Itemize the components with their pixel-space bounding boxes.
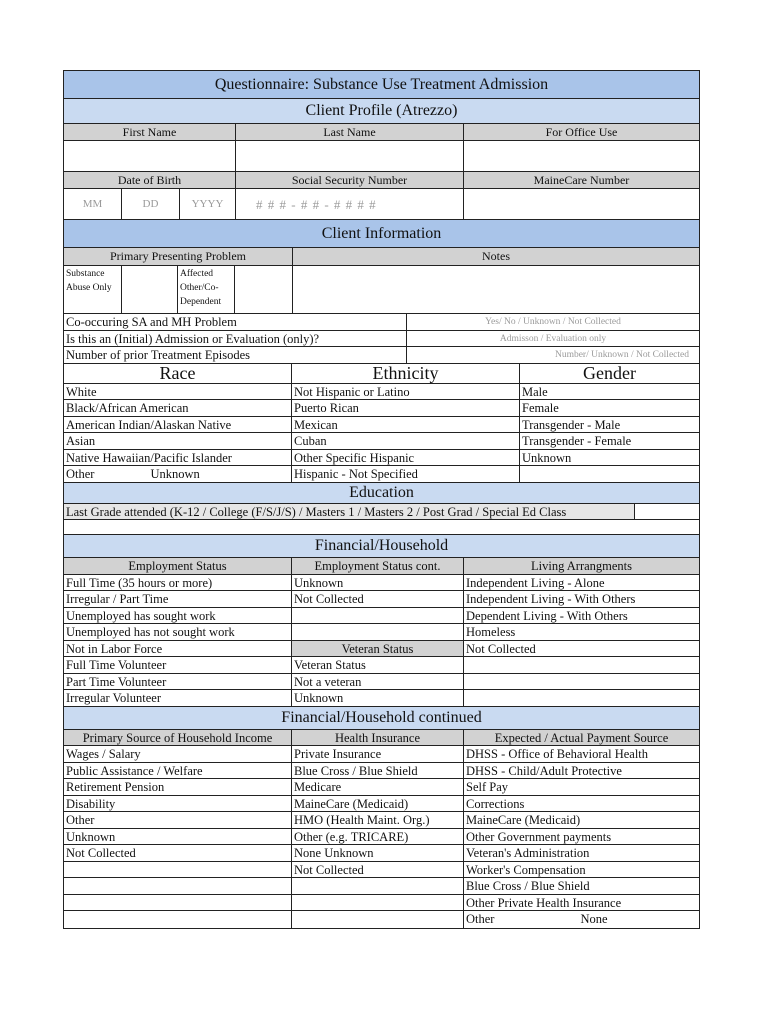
employment-cont-option[interactable]: Not Collected [292,591,464,608]
financial-table [64,558,699,707]
income-option[interactable]: Unknown [64,829,292,846]
co-occurring-answer[interactable]: Yes/ No / Unknown / Not Collected [485,317,621,327]
race-option[interactable]: Asian [64,433,292,450]
office-use-field[interactable] [464,141,699,171]
insurance-option[interactable]: Not Collected [292,862,464,879]
living-option[interactable]: Independent Living - With Others [464,591,699,608]
first-name-field[interactable] [64,141,236,171]
form-title: Questionnaire: Substance Use Treatment Admission [64,71,699,99]
payment-source-header: Expected / Actual Payment Source [464,730,699,747]
dob-month-field[interactable]: MM [64,189,122,219]
client-profile-heading: Client Profile (Atrezzo) [64,99,699,124]
insurance-option [292,911,464,928]
employment-option[interactable]: Irregular / Part Time [64,591,292,608]
income-option [64,862,292,879]
employment-status-cont-header: Employment Status cont. [292,558,464,575]
affected-other-box[interactable] [235,266,293,313]
health-insurance-header: Health Insurance [292,730,464,747]
veteran-option[interactable]: Not a veteran [292,674,464,691]
insurance-option[interactable]: HMO (Health Maint. Org.) [292,812,464,829]
first-name-label: First Name [64,124,236,140]
ethnicity-heading: Ethnicity [292,364,520,383]
living-option [464,657,699,674]
notes-field[interactable] [293,266,699,313]
employment-option[interactable]: Full Time Volunteer [64,657,292,674]
last-name-field[interactable] [236,141,464,171]
last-grade-label: Last Grade attended (K-12 / College (F/S/J/S) / Masters 1 / Masters 2 / Post Grad / Special Ed Class [64,504,635,520]
gender-option[interactable]: Female [520,400,699,417]
employment-option[interactable]: Not in Labor Force [64,641,292,658]
payment-option[interactable]: Veteran's Administration [464,845,699,862]
insurance-option[interactable]: MaineCare (Medicaid) [292,796,464,813]
gender-option[interactable]: Unknown [520,450,699,467]
prior-episodes-answer[interactable]: Number/ Unknown / Not Collected [554,350,689,360]
race-option[interactable]: White [64,384,292,401]
income-option[interactable]: Disability [64,796,292,813]
notes-label: Notes [293,248,699,265]
income-option [64,895,292,912]
race-option-other-row[interactable] [64,466,292,483]
payment-option[interactable]: Self Pay [464,779,699,796]
race-option-unknown[interactable]: Unknown [150,467,200,481]
payment-option-none[interactable]: None [580,912,608,926]
income-option [64,878,292,895]
admission-questionnaire-form [63,70,700,929]
ethnicity-option[interactable]: Not Hispanic or Latino [292,384,520,401]
income-option[interactable]: Public Assistance / Welfare [64,763,292,780]
gender-option-empty [520,466,699,483]
admission-answer[interactable]: Admisson / Evaluation only [499,333,607,344]
veteran-option[interactable]: Unknown [292,690,464,707]
payment-option[interactable]: MaineCare (Medicaid) [464,812,699,829]
payment-option[interactable]: Corrections [464,796,699,813]
substance-abuse-only-box[interactable] [122,266,178,313]
veteran-status-header: Veteran Status [292,641,464,658]
payment-option[interactable]: Worker's Compensation [464,862,699,879]
client-info-heading: Client Information [64,220,699,248]
living-option[interactable]: Dependent Living - With Others [464,608,699,625]
education-blank-row [64,520,699,534]
payment-option[interactable]: DHSS - Child/Adult Protective [464,763,699,780]
primary-problem-label: Primary Presenting Problem [64,248,293,265]
race-option[interactable]: Other [66,467,95,481]
employment-option[interactable]: Full Time (35 hours or more) [64,575,292,592]
prior-episodes-question: Number of prior Treatment Episodes [64,347,407,363]
office-use-label: For Office Use [464,124,699,140]
ethnicity-option[interactable]: Cuban [292,433,520,450]
income-option[interactable]: Not Collected [64,845,292,862]
payment-option[interactable]: Other [466,912,495,926]
ssn-label: Social Security Number [236,172,464,188]
insurance-option [292,878,464,895]
living-option[interactable]: Homeless [464,624,699,641]
employment-cont-option [292,624,464,641]
race-option[interactable]: Black/African American [64,400,292,417]
ssn-field[interactable]: # # # - # # - # # # # [236,189,464,219]
income-option[interactable]: Wages / Salary [64,746,292,763]
insurance-option[interactable]: Blue Cross / Blue Shield [292,763,464,780]
affected-other-option[interactable]: Affected Other/Co-Dependent [178,266,235,313]
last-name-label: Last Name [236,124,464,140]
payment-option-other-row[interactable] [464,911,699,928]
gender-option[interactable]: Male [520,384,699,401]
substance-abuse-only-option[interactable]: Substance Abuse Only [64,266,122,313]
employment-option[interactable]: Unemployed has sought work [64,608,292,625]
dob-day-field[interactable]: DD [122,189,180,219]
ethnicity-option[interactable]: Mexican [292,417,520,434]
insurance-option [292,895,464,912]
income-option [64,911,292,928]
employment-cont-option[interactable]: Unknown [292,575,464,592]
mainecare-label: MaineCare Number [464,172,699,188]
insurance-option[interactable]: Medicare [292,779,464,796]
gender-option[interactable]: Transgender - Female [520,433,699,450]
living-option [464,690,699,707]
living-arrangements-header: Living Arrangments [464,558,699,575]
ethnicity-option[interactable]: Puerto Rican [292,400,520,417]
education-heading: Education [64,483,699,504]
gender-option[interactable]: Transgender - Male [520,417,699,434]
insurance-option[interactable]: Private Insurance [292,746,464,763]
income-option[interactable]: Other [64,812,292,829]
dob-label: Date of Birth [64,172,236,188]
payment-option[interactable]: DHSS - Office of Behavioral Health [464,746,699,763]
dob-year-field[interactable]: YYYY [180,189,236,219]
payment-option[interactable]: Other Government payments [464,829,699,846]
ethnicity-option[interactable]: Other Specific Hispanic [292,450,520,467]
financial-continued-heading: Financial/Household continued [64,707,699,730]
insurance-option[interactable]: Other (e.g. TRICARE) [292,829,464,846]
income-source-header: Primary Source of Household Income [64,730,292,747]
living-option [464,674,699,691]
employment-status-header: Employment Status [64,558,292,575]
employment-option[interactable]: Part Time Volunteer [64,674,292,691]
living-option[interactable]: Not Collected [464,641,699,658]
race-heading: Race [64,364,292,383]
financial-heading: Financial/Household [64,535,699,558]
gender-heading: Gender [520,364,699,383]
living-option[interactable]: Independent Living - Alone [464,575,699,592]
employment-option[interactable]: Irregular Volunteer [64,690,292,707]
ethnicity-option[interactable]: Hispanic - Not Specified [292,466,520,483]
payment-option[interactable]: Blue Cross / Blue Shield [464,878,699,895]
employment-cont-option [292,608,464,625]
payment-option[interactable]: Other Private Health Insurance [464,895,699,912]
co-occurring-question: Co-occuring SA and MH Problem [64,314,407,330]
veteran-option[interactable]: Veteran Status [292,657,464,674]
admission-question: Is this an (Initial) Admission or Evaluation (only)? [64,331,407,347]
insurance-option[interactable]: None Unknown [292,845,464,862]
income-option[interactable]: Retirement Pension [64,779,292,796]
employment-option[interactable]: Unemployed has not sought work [64,624,292,641]
race-option[interactable]: American Indian/Alaskan Native [64,417,292,434]
financial-continued-table [64,730,699,928]
race-option[interactable]: Native Hawaiian/Pacific Islander [64,450,292,467]
last-grade-field[interactable] [635,504,699,520]
mainecare-field[interactable] [464,189,699,219]
